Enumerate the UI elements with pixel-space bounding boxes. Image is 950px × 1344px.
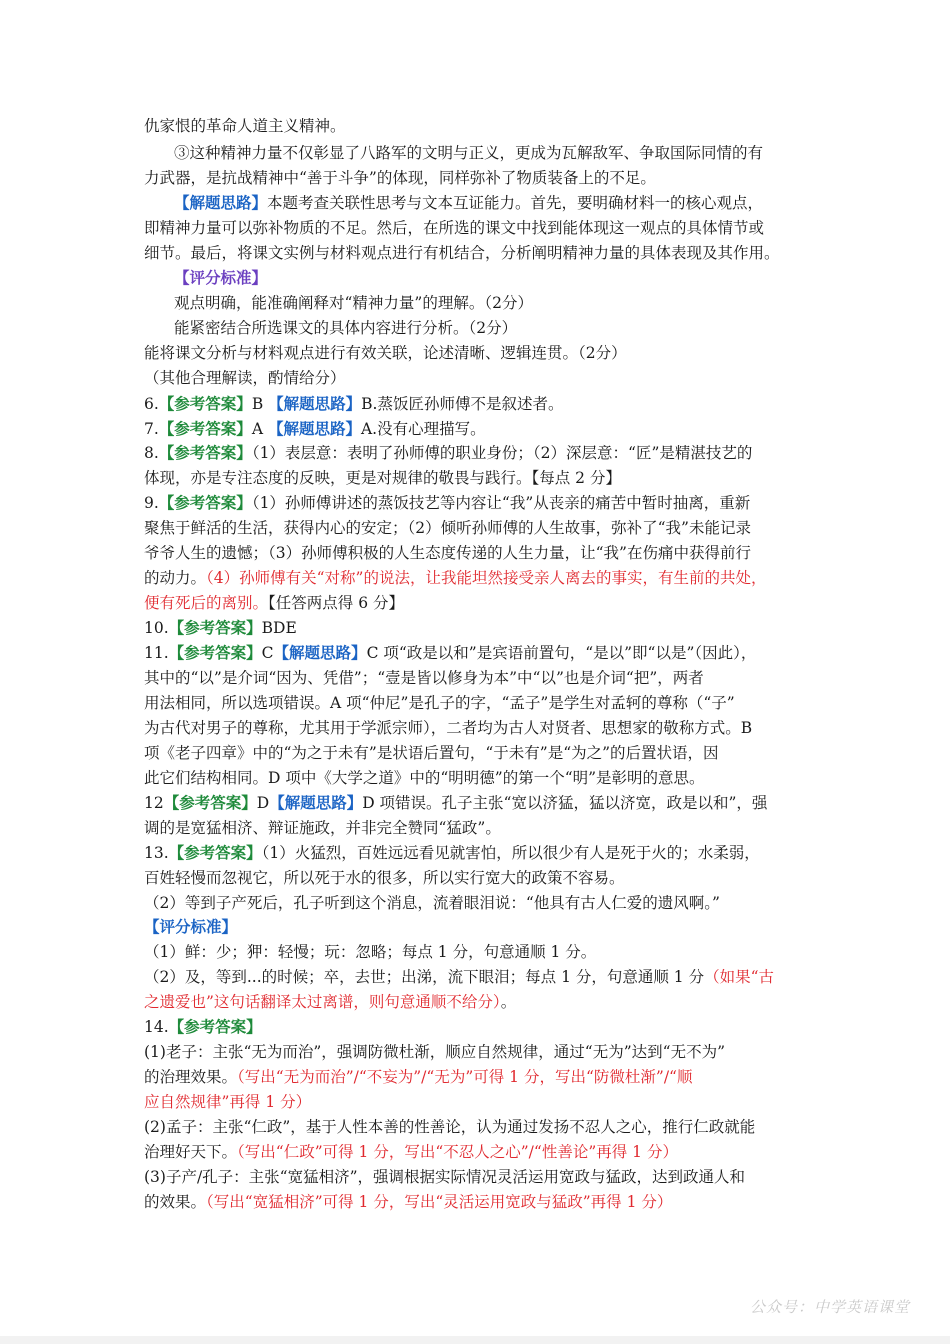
- page-bottom-bar: [0, 1336, 950, 1344]
- text-line: 仇家恨的革命人道主义精神。: [144, 117, 346, 135]
- answer-10: 10.【参考答案】BDE: [144, 618, 297, 637]
- text-line: 用法相同，所以选项错误。A 项“仲尼”是孔子的字，“孟子”是学生对孟轲的尊称（“子”: [144, 694, 735, 712]
- scoring-tag: 【评分标准】: [174, 268, 268, 287]
- analysis-tag: 【解题思路】: [267, 419, 361, 438]
- answer-tag: 【参考答案】: [168, 1017, 262, 1036]
- answer-13: 13.【参考答案】（1）火猛烈，百姓远远看见就害怕，所以很少有人是死于火的；水柔弱，: [144, 843, 760, 862]
- text-line: 为古代对男子的尊称，尤其用于学派宗师），二者均为古人对贤者、思想家的敬称方式。B: [144, 719, 753, 737]
- text-line: 百姓轻慢而忽视它，所以死于水的很多，所以实行宽大的政策不容易。: [144, 869, 625, 887]
- text-line: (3)子产/孔子：主张“宽猛相济”，强调根据实际情况灵活运用宽政与猛政，达到政通人和: [144, 1168, 746, 1186]
- text-line: 即精神力量可以弥补物质的不足。然后，在所选的课文中找到能体现这一观点的具体情节或: [144, 219, 765, 237]
- answer-7: 7.【参考答案】A 【解题思路】A.没有心理描写。: [144, 419, 486, 438]
- text-line: （其他合理解读，酌情给分）: [144, 369, 346, 387]
- answer-9: 9.【参考答案】（1）孙师傅讲述的蒸饭技艺等内容让“我”从丧亲的痛苦中暂时抽离，重新: [144, 493, 751, 512]
- text-line: 的治理效果。（写出“无为而治”/“不妄为”/“无为”可得 1 分，写出“防微杜渐”/“顺: [144, 1068, 693, 1086]
- text-line: [144, 915, 812, 940]
- text-line: 能紧密结合所选课文的具体内容进行分析。（2分）: [174, 319, 518, 337]
- answer-tag: 【参考答案】: [168, 643, 262, 662]
- text-line: 的动力。（4）孙师傅有关“对称”的说法，让我能坦然接受亲人离去的事实，有生前的共处，: [144, 569, 767, 587]
- text-line: 爷爷人生的遗憾；（3）孙师傅积极的人生态度传递的人生力量，让“我”在伤痛中获得前行: [144, 544, 751, 562]
- answer-tag: 【参考答案】: [158, 394, 252, 413]
- answer-6: 6.【参考答案】B 【解题思路】B.蒸饭匠孙师傅不是叙述者。: [144, 394, 564, 413]
- answer-tag: 【参考答案】: [158, 493, 252, 512]
- answer-tag: 【参考答案】: [163, 793, 257, 812]
- analysis-tag: 【解题思路】: [174, 193, 268, 212]
- text-line: 便有死后的离别。【任答两点得 6 分】: [144, 594, 404, 612]
- text-line: 【解题思路】本题考查关联性思考与文本互证能力。首先，要明确材料一的核心观点，: [174, 193, 764, 212]
- text-line: （2）等到子产死后，孔子听到这个消息，流着眼泪说：“他具有古人仁爱的遗风啊。”: [144, 894, 720, 912]
- text-line: 的效果。（写出“宽猛相济”可得 1 分，写出“灵活运用宽政与猛政”再得 1 分）: [144, 1193, 673, 1211]
- answer-tag: 【参考答案】: [158, 443, 252, 462]
- text-line: 细节。最后，将课文实例与材料观点进行有机结合，分析阐明精神力量的具体表现及其作用。: [144, 244, 780, 262]
- answer-11: 11.【参考答案】C【解题思路】C 项“政是以和”是宾语前置句，“是以”即“以是”（因此），: [144, 643, 757, 662]
- text-line: 其中的“以”是介词“因为、凭借”；“壹是皆以修身为本”中“以”也是介词“把”，两者: [144, 669, 704, 687]
- text-line: 体现，亦是专注态度的反映，更是对规律的敬畏与践行。【每点 2 分】: [144, 469, 621, 487]
- watermark: 公众号：中学英语课堂: [749, 1298, 910, 1316]
- text-line: （2）及，等到...的时候；卒，去世；出涕，流下眼泪；每点 1 分，句意通顺 1 分（如果“古: [144, 968, 775, 986]
- text-line: (2)孟子：主张“仁政”，基于人性本善的性善论，认为通过发扬不忍人之心，推行仁政就能: [144, 1118, 756, 1136]
- text-line: [174, 266, 842, 291]
- text-line: 观点明确，能准确阐释对“精神力量”的理解。（2分）: [174, 294, 533, 312]
- scoring-tag: 【评分标准】: [144, 917, 238, 936]
- answer-14: 14.【参考答案】: [144, 1017, 262, 1036]
- answer-8: 8.【参考答案】（1）表层意：表明了孙师傅的职业身份；（2）深层意：“匠”是精湛技艺的: [144, 443, 753, 462]
- analysis-tag: 【解题思路】: [269, 793, 363, 812]
- answer-tag: 【参考答案】: [168, 843, 262, 862]
- analysis-tag: 【解题思路】: [273, 643, 367, 662]
- text-line: (1)老子：主张“无为而治”，强调防微杜渐，顺应自然规律，通过“无为”达到“无不为”: [144, 1043, 726, 1061]
- text-line: 调的是宽猛相济、辩证施政，并非完全赞同“猛政”。: [144, 819, 501, 837]
- text-line: 力武器，是抗战精神中“善于斗争”的体现，同样弥补了物质装备上的不足。: [144, 169, 656, 187]
- text-line: 应自然规律”再得 1 分）: [144, 1093, 312, 1111]
- text-line: 项《老子四章》中的“为之于未有”是状语后置句，“于未有”是“为之”的后置状语，因: [144, 744, 719, 762]
- text-line: 聚焦于鲜活的生活，获得内心的安定；（2）倾听孙师傅的人生故事，弥补了“我”未能记录: [144, 519, 751, 537]
- text-line: （1）鲜：少；狎：轻慢；玩：忽略；每点 1 分，句意通顺 1 分。: [144, 943, 597, 961]
- text-line: 能将课文分析与材料观点进行有效关联，论述清晰、逻辑连贯。（2分）: [144, 344, 627, 362]
- answer-tag: 【参考答案】: [158, 419, 252, 438]
- text-line: ③这种精神力量不仅彰显了八路军的文明与正义，更成为瓦解敌军、争取国际同情的有: [174, 144, 764, 162]
- analysis-tag: 【解题思路】: [268, 394, 362, 413]
- answer-tag: 【参考答案】: [168, 618, 262, 637]
- answer-12: 12【参考答案】D【解题思路】D 项错误。孔子主张“宽以济猛，猛以济宽，政是以和”，强: [144, 793, 768, 812]
- text-line: 此它们结构相同。D 项中《大学之道》中的“明明德”的第一个“明”是彰明的意思。: [144, 769, 705, 787]
- text-line: 之遗爱也”这句话翻译太过离谱，则句意通顺不给分）。: [144, 993, 517, 1011]
- text-line: 治理好天下。（写出“仁政”可得 1 分，写出“不忍人之心”/“性善论”再得 1 分）: [144, 1143, 678, 1161]
